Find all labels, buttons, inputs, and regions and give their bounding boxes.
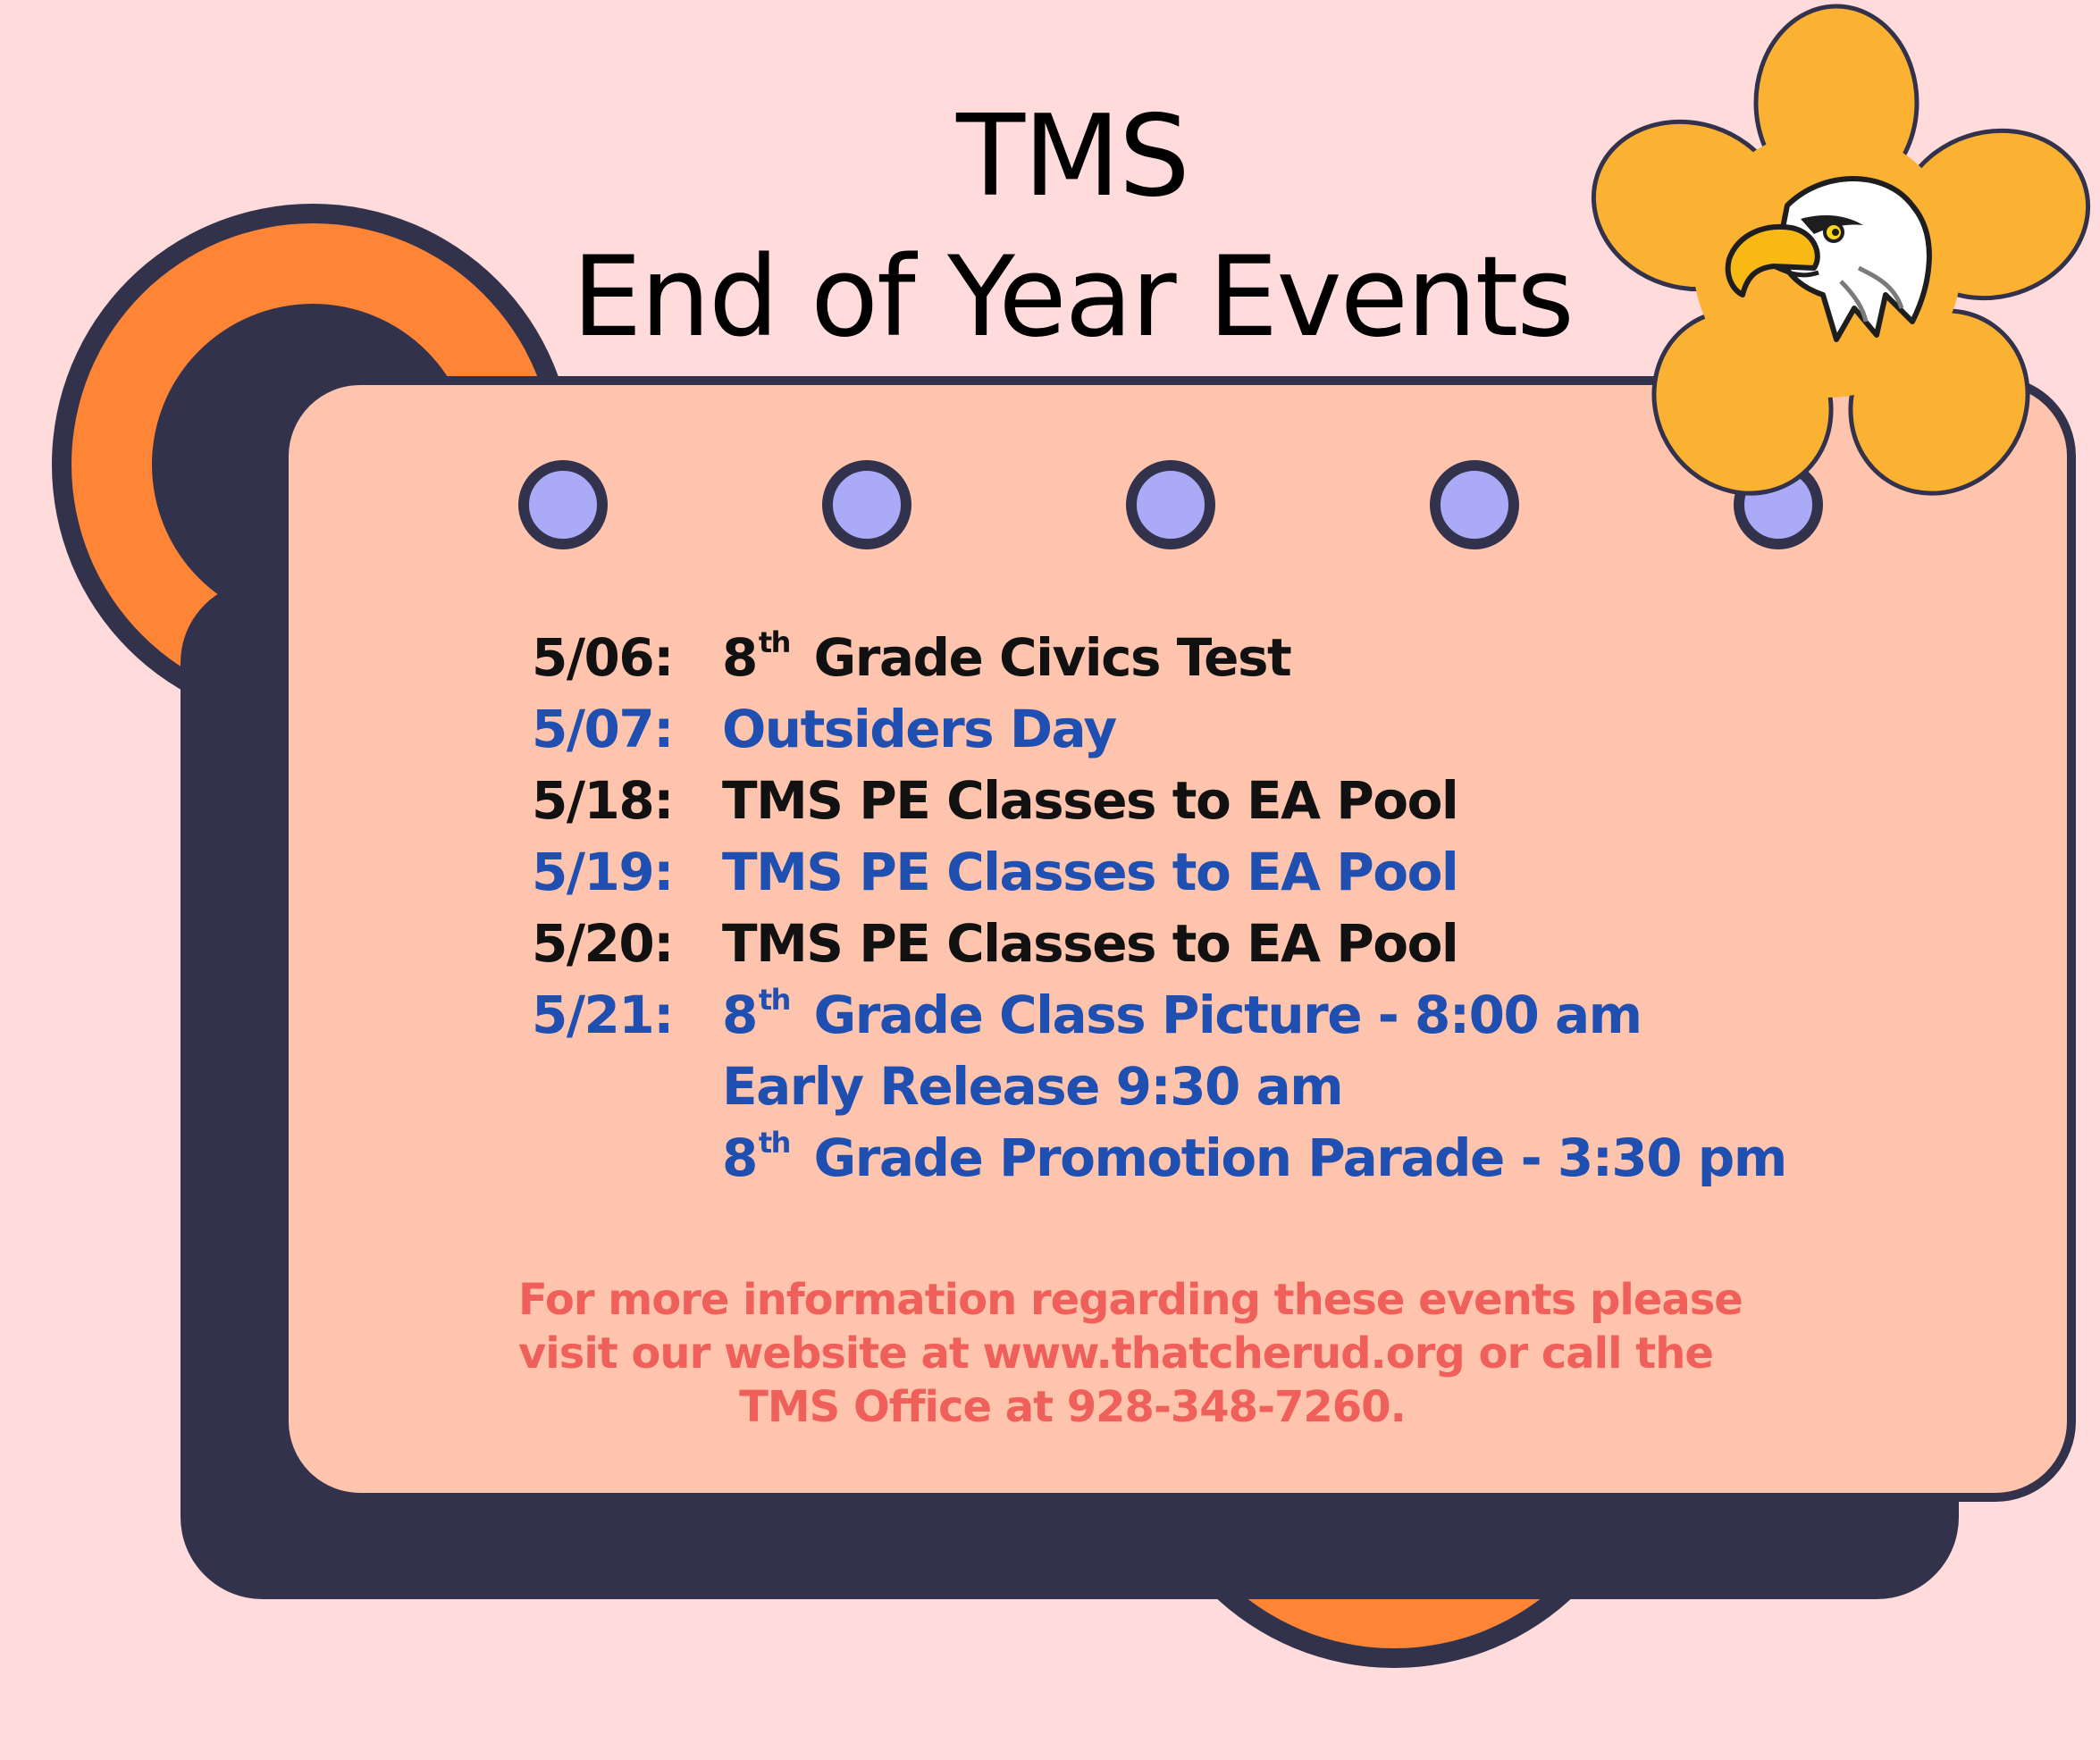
event-description: 8th Grade Promotion Parade - 3:30 pm — [722, 1126, 1786, 1188]
footer-info-line-2: visit our website at www.thatcherud.org or call the — [518, 1328, 1713, 1379]
binder-ring-icon — [827, 465, 906, 544]
event-description: TMS PE Classes to EA Pool — [722, 913, 1458, 974]
footer-info-line-1: For more information regarding these events please — [518, 1275, 1743, 1325]
event-date: 5/07: — [532, 699, 673, 759]
event-date: 5/19: — [532, 842, 673, 902]
event-description: TMS PE Classes to EA Pool — [722, 770, 1458, 831]
event-row — [532, 908, 1457, 979]
event-date: 5/20: — [532, 913, 673, 974]
event-row — [532, 1051, 1342, 1122]
event-row — [532, 836, 1457, 908]
event-description: Early Release 9:30 am — [722, 1056, 1343, 1117]
page-title-line-1: TMS — [956, 90, 1189, 222]
event-date: 5/21: — [532, 985, 673, 1045]
event-date: 5/18: — [532, 770, 673, 831]
binder-ring-icon — [1435, 465, 1514, 544]
event-row — [532, 693, 1116, 765]
event-description: 8th Grade Civics Test — [722, 625, 1291, 688]
event-description: Outsiders Day — [722, 699, 1116, 759]
footer-info-line-3: TMS Office at 928-348-7260. — [739, 1382, 1406, 1432]
event-row — [532, 979, 1642, 1051]
event-description: 8th Grade Class Picture - 8:00 am — [722, 983, 1642, 1045]
event-date: 5/06: — [532, 627, 673, 688]
binder-ring-icon — [1131, 465, 1210, 544]
event-row — [532, 622, 1290, 693]
event-row — [532, 1122, 1786, 1194]
event-description: TMS PE Classes to EA Pool — [722, 842, 1458, 902]
binder-ring-icon — [524, 465, 602, 544]
event-row — [532, 765, 1457, 836]
page-title-line-2: End of Year Events — [572, 233, 1573, 362]
